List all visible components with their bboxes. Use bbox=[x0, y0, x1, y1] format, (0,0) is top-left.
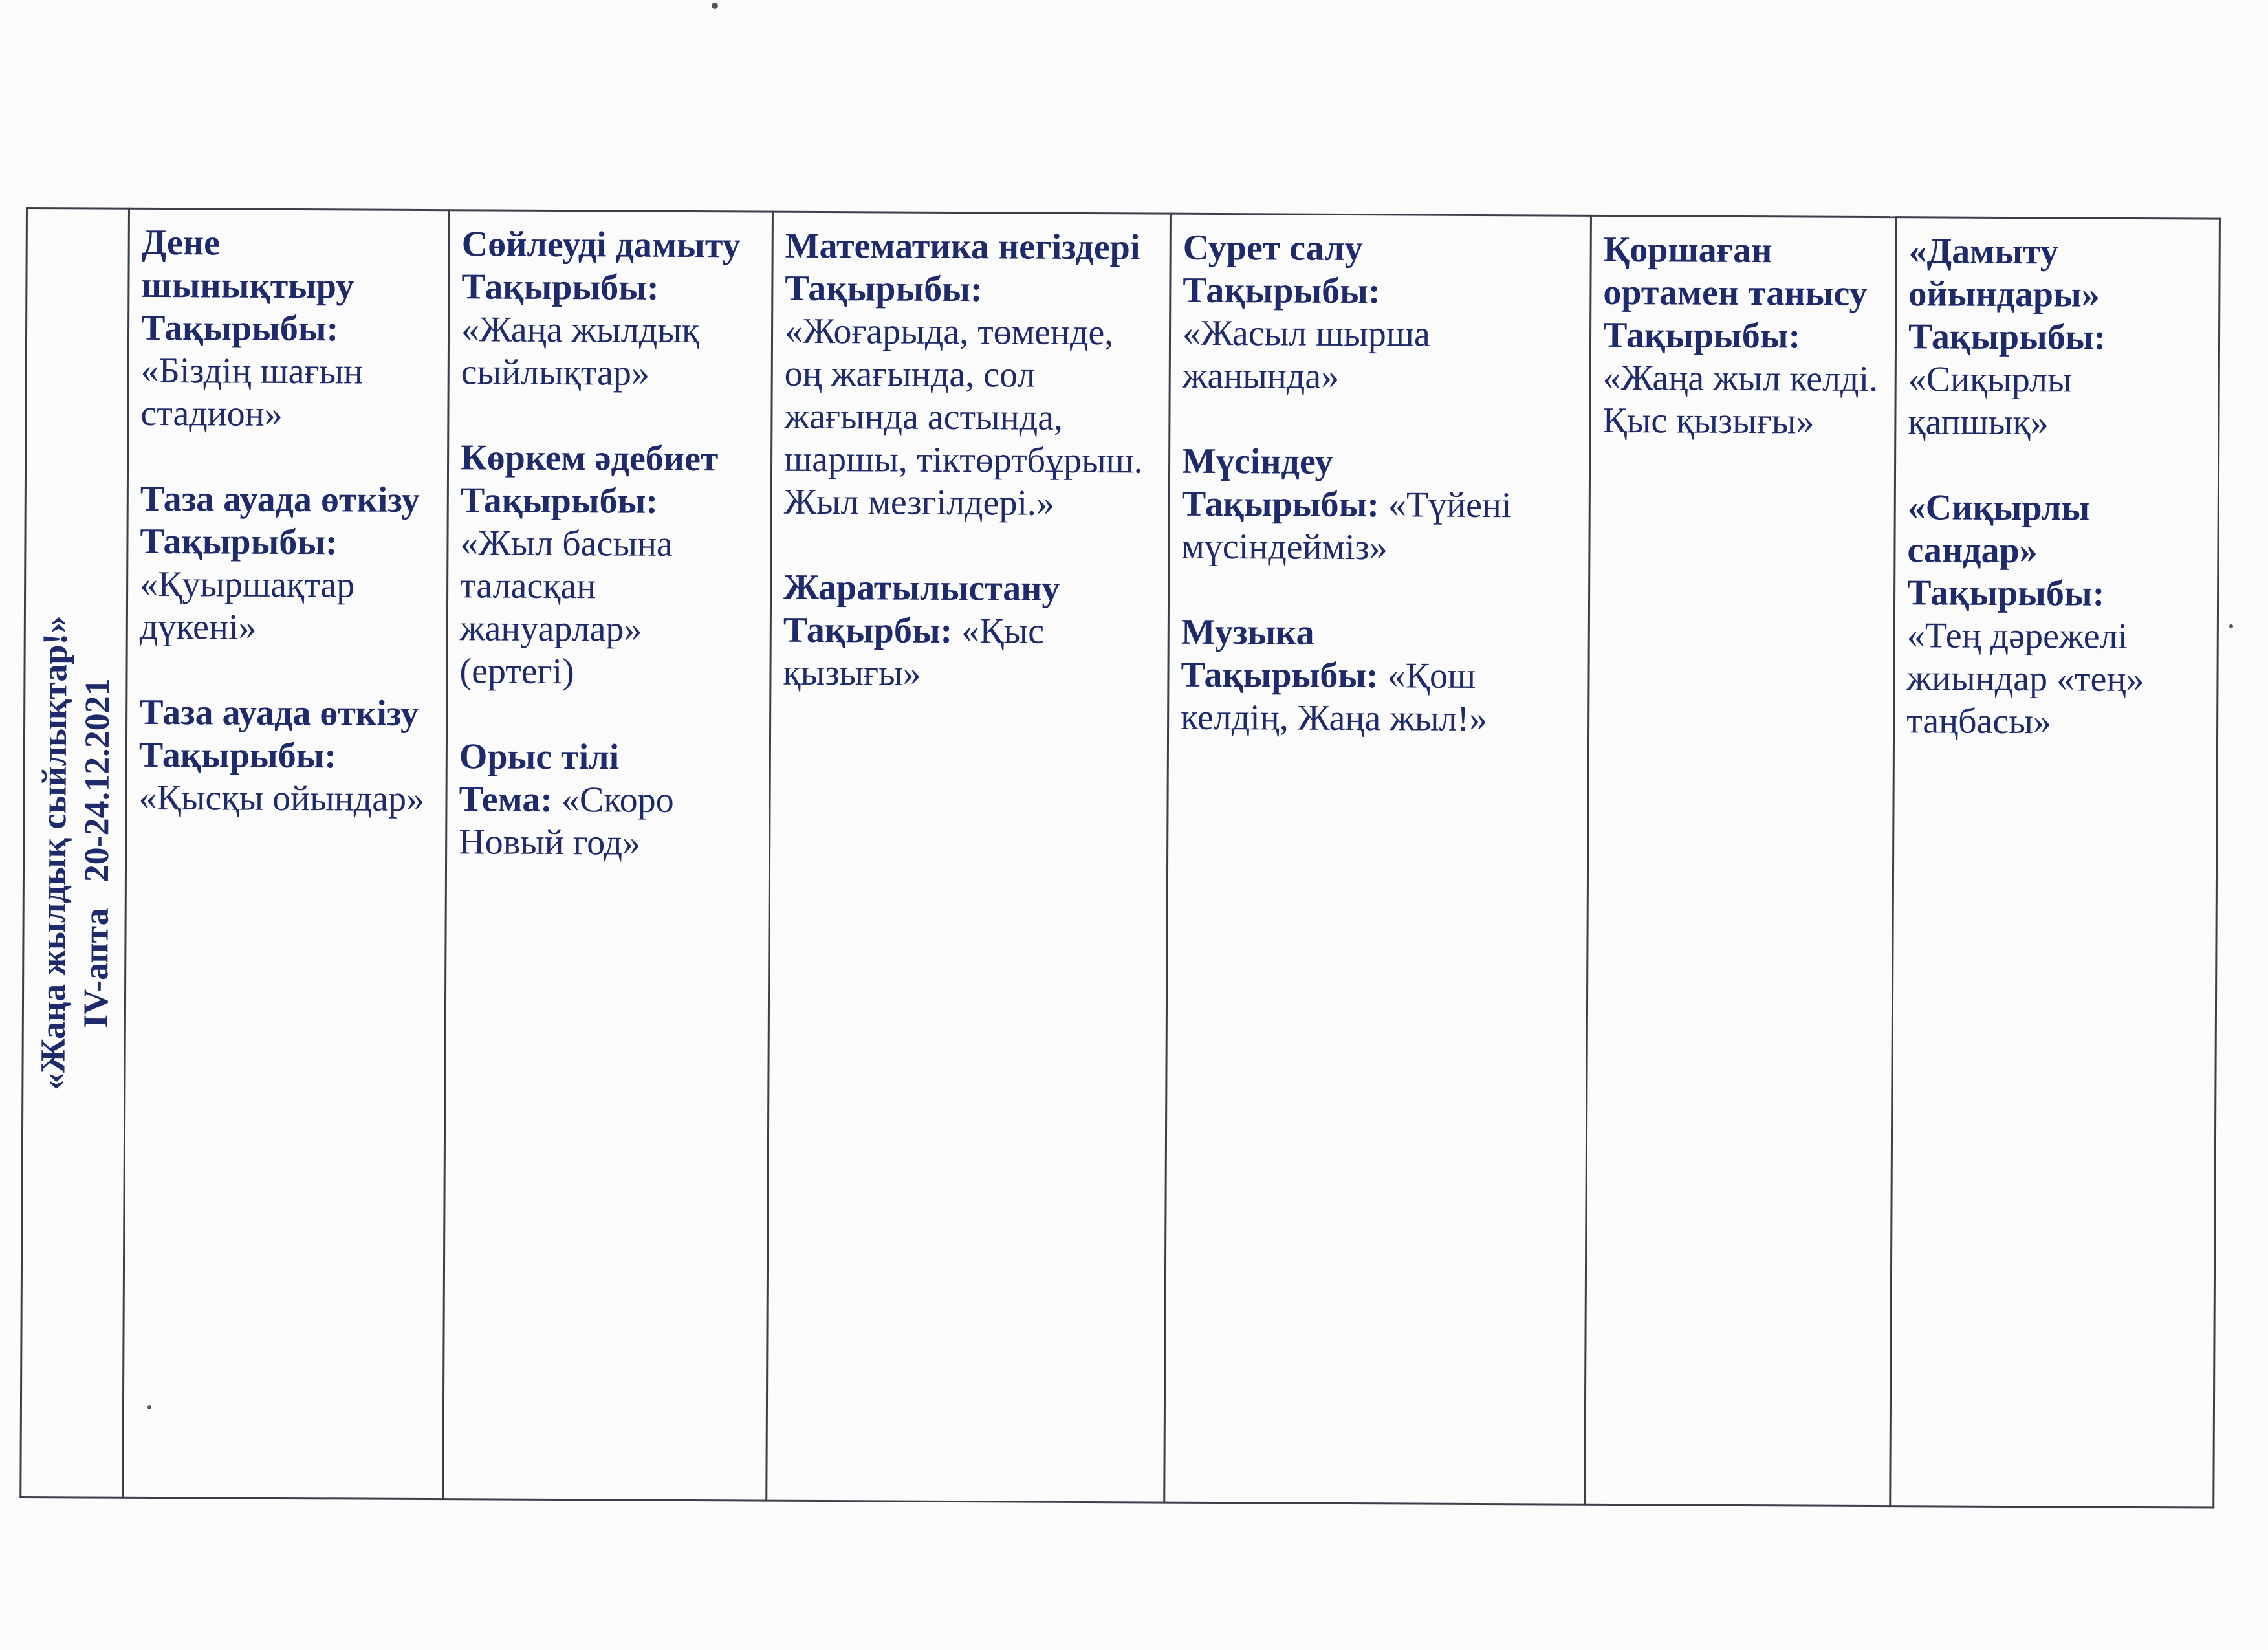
topic-text: «Қуыршақтар дүкені» bbox=[139, 564, 355, 648]
topic-text: «Түйені мүсіндейміз» bbox=[1181, 485, 1512, 568]
topic-label: Тақырыбы: bbox=[785, 268, 983, 310]
subject-name: Жаратылыстану bbox=[783, 567, 1060, 609]
week-label bbox=[30, 368, 120, 1339]
subject-name: Таза ауада өткізу bbox=[140, 478, 420, 520]
week-cell bbox=[21, 208, 129, 1498]
topic-label: Тақырыбы: bbox=[1906, 573, 2105, 614]
topic-label: Тақырыбы: bbox=[1183, 270, 1380, 312]
subject-column-2 bbox=[443, 210, 773, 1501]
week-dates: 20-24.12.2021 bbox=[76, 677, 116, 882]
week-number: IV-апта bbox=[76, 907, 116, 1028]
subject-name: Таза ауада өткізу bbox=[139, 692, 419, 734]
topic-text: «Жоғарыда, төменде, оң жағында, сол жағында астында, шаршы, тіктөртбұрыш. Жыл мезгілдері.» bbox=[783, 311, 1143, 523]
schedule-row bbox=[21, 208, 2220, 1508]
topic-text: «Жаңа жыл келді. Қыс қызығы» bbox=[1602, 357, 1879, 442]
subject-name: Орыс тілі bbox=[459, 736, 620, 778]
scan-speck bbox=[2229, 624, 2233, 628]
subject-column-6 bbox=[1890, 217, 2220, 1508]
topic-label: Тақырыбы: bbox=[140, 307, 339, 349]
topic-text: «Жасыл шырша жанында» bbox=[1182, 313, 1431, 397]
subject-name: Музыка bbox=[1181, 611, 1314, 653]
subject-name: Сөйлеуді дамыту bbox=[461, 224, 741, 266]
topic-label: Тақырбы: bbox=[783, 610, 953, 652]
subject-column-5 bbox=[1585, 215, 1897, 1506]
scan-speck bbox=[712, 3, 718, 9]
topic-text: «Қош келдің, Жаңа жыл!» bbox=[1181, 655, 1488, 740]
subject-name: Сурет салу bbox=[1183, 227, 1363, 269]
topic-label: Тақырыбы: bbox=[138, 734, 337, 776]
subject-name: Мүсіндеу bbox=[1181, 441, 1333, 482]
subject-name: Математика негіздері bbox=[785, 225, 1140, 268]
subject-name: Дене шынықтыру bbox=[141, 222, 354, 307]
topic-label: Тақырыбы: bbox=[461, 267, 659, 308]
topic-label: Тема: bbox=[459, 779, 553, 820]
topic-text: «Қыс қызығы» bbox=[783, 611, 1045, 694]
subject-column-1 bbox=[123, 208, 450, 1499]
topic-label: Тақырыбы: bbox=[460, 480, 659, 522]
document-sheet bbox=[19, 207, 2219, 1509]
topic-text: «Біздің шағын стадион» bbox=[140, 350, 364, 434]
weekly-schedule-table bbox=[19, 207, 2221, 1509]
topic-text: «Қысқы ойындар» bbox=[138, 777, 425, 820]
topic-label: Тақырыбы: bbox=[1181, 483, 1380, 525]
subject-name: «Дамыту ойындары» bbox=[1908, 231, 2100, 315]
topic-label: Тақырыбы: bbox=[1181, 654, 1379, 696]
topic-label: Тақырыбы: bbox=[1908, 316, 2106, 358]
week-title: «Жаңа жылдық сыйлықтар!» bbox=[32, 615, 74, 1090]
subject-name: Көркем әдебиет bbox=[460, 437, 719, 479]
subject-column-3 bbox=[767, 212, 1171, 1502]
scan-speck bbox=[147, 1405, 151, 1409]
topic-label: Тақырыбы: bbox=[1602, 314, 1801, 357]
topic-text: «Сиқырлы қапшық» bbox=[1908, 359, 2072, 443]
topic-text: «Тең дәрежелі жиындар «тең» таңбасы» bbox=[1906, 615, 2144, 742]
subject-name: «Сиқырлы сандар» bbox=[1907, 487, 2090, 571]
subject-name: Қоршаған ортамен танысу bbox=[1603, 229, 1868, 314]
topic-text: «Жаңа жылдық сыйлықтар» bbox=[461, 309, 700, 393]
topic-text: «Скоро Новый год» bbox=[459, 780, 674, 863]
topic-text: «Жыл басына таласқан жануарлар» (ертегі) bbox=[459, 523, 673, 692]
subject-column-4 bbox=[1164, 214, 1591, 1504]
topic-label: Тақырыбы: bbox=[140, 521, 338, 563]
